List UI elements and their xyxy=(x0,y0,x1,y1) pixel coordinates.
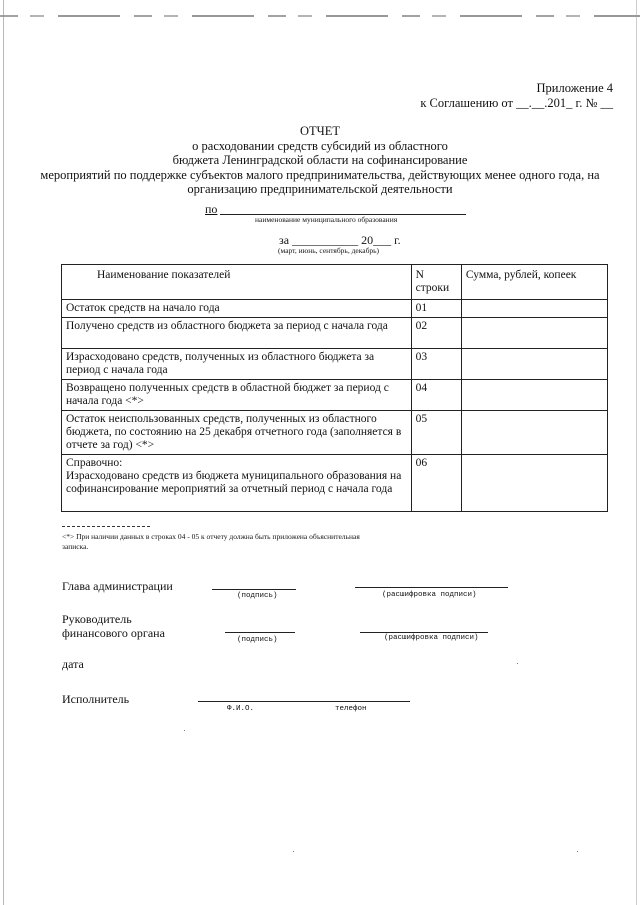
annex-number: Приложение 4 xyxy=(536,81,613,95)
head-decode-field[interactable] xyxy=(355,587,508,588)
row-number: 05 xyxy=(411,411,461,455)
row-sum-cell[interactable] xyxy=(461,455,607,512)
scan-speck xyxy=(293,851,294,852)
head-label: Глава администрации xyxy=(62,579,173,593)
head-signature-caption: (подпись) xyxy=(237,592,278,600)
title-line: бюджета Ленинградской области на софинансирование xyxy=(172,153,468,167)
table-row xyxy=(62,411,608,455)
date-label: дата xyxy=(62,657,84,671)
executor-label: Исполнитель xyxy=(62,692,130,706)
annex-agreement-ref: к Соглашению от __.__.201_ г. № __ xyxy=(420,96,613,110)
scan-speck xyxy=(184,730,185,731)
header-sum: Сумма, рублей, копеек xyxy=(461,265,607,300)
fin-signature-field[interactable] xyxy=(225,632,295,633)
row-sum-cell[interactable] xyxy=(461,380,607,411)
row-sum-cell[interactable] xyxy=(461,300,607,318)
footnote: <*> При наличии данных в строках 04 - 05 к отчету должна быть приложена объяснительная записка. xyxy=(62,532,360,551)
table-row xyxy=(62,380,608,411)
row-name: Остаток неиспользованных средств, полученных из областного бюджета, по состоянию на 25 декабря отчетного года (заполняется в отчете за год) <*> xyxy=(62,411,412,455)
table-row xyxy=(62,300,608,318)
title-heading: ОТЧЕТ xyxy=(299,124,341,138)
row-number: 06 xyxy=(411,455,461,512)
table-row xyxy=(62,318,608,349)
row-sum-cell[interactable] xyxy=(461,318,607,349)
scan-speck xyxy=(517,663,518,664)
row-number: 03 xyxy=(411,349,461,380)
row-number: 01 xyxy=(411,300,461,318)
row-name: Израсходовано средств, полученных из областного бюджета за период с начала года xyxy=(62,349,412,380)
phone-caption: телефон xyxy=(335,705,367,713)
municipality-caption: наименование муниципального образования xyxy=(255,215,398,224)
report-title xyxy=(0,124,640,197)
row-name: Остаток средств на начало года xyxy=(62,300,412,318)
table-row xyxy=(62,455,608,512)
footnote-separator xyxy=(62,526,150,527)
period-field[interactable]: за ___________ 20___ г. xyxy=(279,233,401,247)
title-line: организацию предпринимательской деятельности xyxy=(187,182,453,196)
header-row-number: N строки xyxy=(411,265,461,300)
header-name: Наименование показателей xyxy=(62,265,412,300)
fin-label-line1: Руководитель xyxy=(62,612,132,626)
fio-caption: Ф.И.О. xyxy=(227,705,255,713)
executor-field[interactable] xyxy=(198,701,410,702)
head-signature-field[interactable] xyxy=(212,589,296,590)
row-number: 04 xyxy=(411,380,461,411)
row-number: 02 xyxy=(411,318,461,349)
title-line: мероприятий по поддержке субъектов малого предпринимательства, действующих менее одного года, на xyxy=(40,167,600,182)
row-sum-cell[interactable] xyxy=(461,349,607,380)
fin-signature-caption: (подпись) xyxy=(237,636,278,644)
table-row xyxy=(62,349,608,380)
scan-artifact-line xyxy=(0,15,640,17)
po-label: по xyxy=(205,202,218,216)
table-header-row xyxy=(62,265,608,300)
report-table xyxy=(61,264,608,512)
row-name: Справочно: Израсходовано средств из бюджета муниципального образования на софинансирование мероприятий за отчетный период с начала года xyxy=(62,455,412,512)
fin-label-line2: финансового органа xyxy=(62,626,165,640)
title-line: о расходовании средств субсидий из областного xyxy=(192,138,448,153)
scan-speck xyxy=(577,851,578,852)
period-caption: (март, июнь, сентябрь, декабрь) xyxy=(278,246,380,255)
row-name: Возвращено полученных средств в областной бюджет за период с начала года <*> xyxy=(62,380,412,411)
fin-decode-field[interactable] xyxy=(360,632,488,633)
fin-decode-caption: (расшифровка подписи) xyxy=(384,634,479,642)
row-sum-cell[interactable] xyxy=(461,411,607,455)
row-name: Получено средств из областного бюджета за период с начала года xyxy=(62,318,412,349)
head-decode-caption: (расшифровка подписи) xyxy=(382,591,477,599)
annex-block xyxy=(420,81,613,111)
